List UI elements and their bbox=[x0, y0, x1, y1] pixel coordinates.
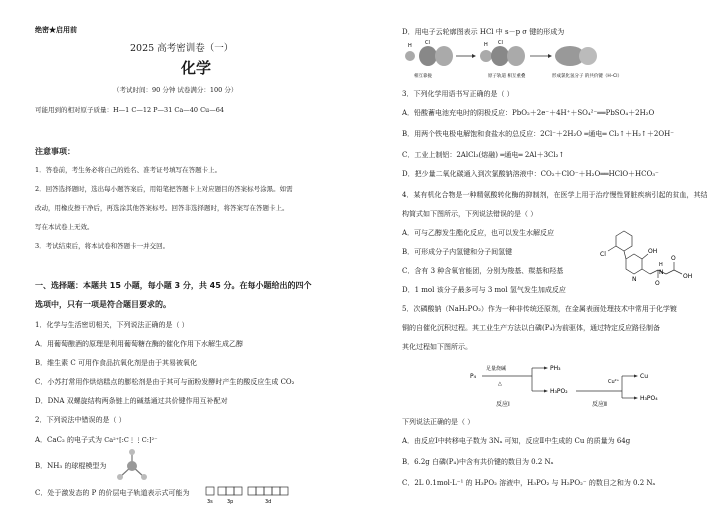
orbital-label-3d: 3d bbox=[265, 499, 272, 505]
organic-structure-diagram bbox=[594, 226, 704, 286]
flow-start: P₄ bbox=[470, 373, 477, 380]
q5-option-c: C．2L 0.1mol·L⁻¹ 的 H₃PO₂ 溶液中，H₃PO₂ 与 H₂PO₂⁻ 的数目之和为 0.2 Nₐ bbox=[402, 479, 656, 487]
nh3-ball-stick-model bbox=[112, 446, 152, 486]
q2-option-a-label: A．CaC₂ 的电子式为 bbox=[35, 436, 102, 444]
atom-n-amide: N bbox=[659, 269, 664, 276]
hcl-sigma-bond-diagram bbox=[402, 38, 622, 80]
atom-oh: OH bbox=[648, 248, 658, 255]
q5-stem-line1: 5．次磷酸钠（NaH₂PO₂）作为一种非传统还原剂，在金属表面处理技术中常用于化学镀 bbox=[402, 305, 677, 313]
atom-cl: Cl bbox=[600, 251, 606, 258]
section-heading-line2: 选项中，只有一项是符合题目要求的。 bbox=[35, 300, 171, 309]
atom-o-acid: O bbox=[671, 255, 676, 262]
atom-h: H bbox=[659, 262, 663, 268]
orbital-label-3s: 3s bbox=[207, 499, 213, 505]
q5-stem-line2: 铜的自催化沉积过程。其工业生产方法以白磷(P₄)为前驱体，通过特定反应路径制备 bbox=[402, 324, 660, 332]
q2-option-a bbox=[35, 436, 158, 445]
q2-option-d: D．用电子云轮廓图表示 HCl 中 s－p σ 键的形成为 bbox=[402, 28, 565, 36]
time-score: （考试时间：90 分钟 试卷满分：100 分） bbox=[113, 86, 238, 94]
orbital-label-3p: 3p bbox=[227, 499, 234, 505]
flow-reagent: 足量烧碱 bbox=[486, 366, 507, 372]
sigma-atom-h: H bbox=[408, 43, 412, 49]
q5-option-b: B．6.2g 白磷(P₄)中含有共价键的数目为 0.2 Nₐ bbox=[402, 458, 554, 466]
q3-option-d: D．把少量二氧化碳通入到次氯酸钠溶液中：CO₂＋ClO⁻＋H₂O══HClO＋HCO₃⁻ bbox=[402, 170, 659, 178]
q1-stem: 1．化学与生活密切相关，下列说法正确的是（ ） bbox=[35, 321, 189, 329]
q4-option-c: C．含有 3 种含氧官能团，分别为羧基、羰基和羟基 bbox=[402, 267, 564, 275]
q1-option-b: B．维生素 C 可用作食品抗氧化剂是由于其易被氧化 bbox=[35, 359, 197, 367]
sigma-atom-cl: Cl bbox=[425, 40, 430, 46]
note-line: 2．回答选择题时，选出每小题答案后，用铅笔把答题卡上对应题目的答案标号涂黑。如需 bbox=[35, 185, 293, 193]
atomic-masses: 可能用到的相对原子质量：H—1 C—12 P—31 Ca—40 Cu—64 bbox=[35, 106, 225, 114]
flow-reagent-cu: Cu²⁺ bbox=[608, 379, 620, 385]
atom-n-ring: N bbox=[632, 276, 637, 283]
sigma-step-1: 相互靠拢 bbox=[414, 74, 432, 79]
q4-stem-line1: 4．某有机化合物是一种精氨酸转化酶的抑制剂，在医学上用于治疗慢性肾脏疾病引起的贫血，其结 bbox=[402, 191, 707, 199]
flow-label-1: 反应Ⅰ bbox=[496, 401, 510, 408]
note-line: 3．考试结束后，将本试卷和答题卡一并交回。 bbox=[35, 242, 170, 250]
q5-option-a: A．由反应Ⅰ中转移电子数为 3Nₐ 可知，反应Ⅱ中生成的 Cu 的质量为 64g bbox=[402, 437, 631, 445]
q1-option-a: A．用葡萄酿酒的原理是利用葡萄糖在酶的催化作用下水解生成乙醇 bbox=[35, 340, 244, 348]
secret-label: 绝密★启用前 bbox=[35, 25, 77, 34]
atom-oh-acid: OH bbox=[683, 273, 693, 280]
atom-o-amide: O bbox=[655, 280, 660, 287]
q2-option-c: C．处于激发态的 P 的价层电子轨道表示式可能为 bbox=[35, 489, 190, 497]
q4-option-a: A．可与乙醇发生酯化反应，也可以发生水解反应 bbox=[402, 229, 555, 237]
q2-option-b: B．NH₃ 的球棍模型为 bbox=[35, 462, 107, 470]
q4-option-d: D．1 mol 该分子最多可与 3 mol 氢气发生加成反应 bbox=[402, 286, 566, 294]
flow-label-2: 反应Ⅱ bbox=[592, 401, 607, 408]
note-line: 改动，用橡皮擦干净后，再选涂其他答案标号。回答非选择题时，将答案写在答题卡上。 bbox=[35, 204, 289, 212]
subject-title: 化学 bbox=[181, 59, 212, 77]
q5-stem-line3: 其化过程如下图所示。 bbox=[402, 343, 472, 351]
q4-option-b: B．可形成分子内氢键和分子间氢键 bbox=[402, 248, 513, 256]
section-heading-line1: 一、选择题：本题共 15 小题，每小题 3 分，共 45 分。在每小题给出的四个 bbox=[35, 281, 312, 290]
q5-stem-line4: 下列说法正确的是（ ） bbox=[402, 418, 475, 426]
sigma-step-3: 形成氯化氢分子 的共价键（H–Cl） bbox=[552, 74, 622, 79]
exam-title: 2025 高考密训卷（一） bbox=[130, 43, 234, 54]
q4-stem-line2: 构简式如下图所示，下列说法错误的是（ ） bbox=[402, 210, 538, 218]
p-orbital-diagram bbox=[205, 486, 295, 506]
flow-product-ph3: PH₃ bbox=[550, 365, 561, 372]
notes-title: 注意事项： bbox=[35, 147, 75, 156]
right-column bbox=[372, 0, 706, 507]
q3-stem: 3．下列化学用语书写正确的是（ ） bbox=[402, 90, 514, 98]
sigma-atom-cl: Cl bbox=[498, 40, 503, 46]
flow-product-h3po2: H₃PO₂ bbox=[550, 388, 568, 395]
q1-option-c: C．小苏打常用作烘焙糕点的膨松剂是由于其可与面粉发酵时产生的酸反应生成 CO₂ bbox=[35, 378, 295, 386]
cac2-electron-formula: Ca²⁺[:C⋮⋮C:]²⁻ bbox=[104, 436, 158, 444]
flow-product-cu: Cu bbox=[640, 373, 648, 380]
q2-stem: 2．下列说法中错误的是（ ） bbox=[35, 416, 126, 424]
q1-option-d: D．DNA 双螺旋结构两条链上的碱基通过共价键作用互补配对 bbox=[35, 397, 228, 405]
flow-condition: △ bbox=[498, 381, 502, 387]
note-line: 1．答卷前，考生务必将自己的姓名、准考证号填写在答题卡上。 bbox=[35, 166, 222, 174]
sigma-atom-h: H bbox=[484, 42, 488, 48]
q3-option-c: C．工业上制铝：2AlCl₃(熔融) ═通电═ 2Al＋3Cl₂↑ bbox=[402, 151, 565, 159]
q3-option-a: A．铅酸蓄电池充电时的阴极反应：PbO₂＋2e⁻＋4H⁺＋SO₄²⁻══PbSO₄＋2H₂O bbox=[402, 109, 655, 117]
q3-option-b: B．用两个铁电极电解饱和食盐水的总反应：2Cl⁻＋2H₂O ═通电═ Cl₂↑＋H₂↑＋2OH⁻ bbox=[402, 130, 674, 138]
flow-product-h3po4: H₃PO₄ bbox=[640, 395, 658, 402]
p4-reaction-flowchart bbox=[462, 358, 682, 410]
sigma-step-2: 原子轨道 相互重叠 bbox=[488, 74, 526, 79]
note-line: 写在本试卷上无效。 bbox=[35, 223, 94, 231]
